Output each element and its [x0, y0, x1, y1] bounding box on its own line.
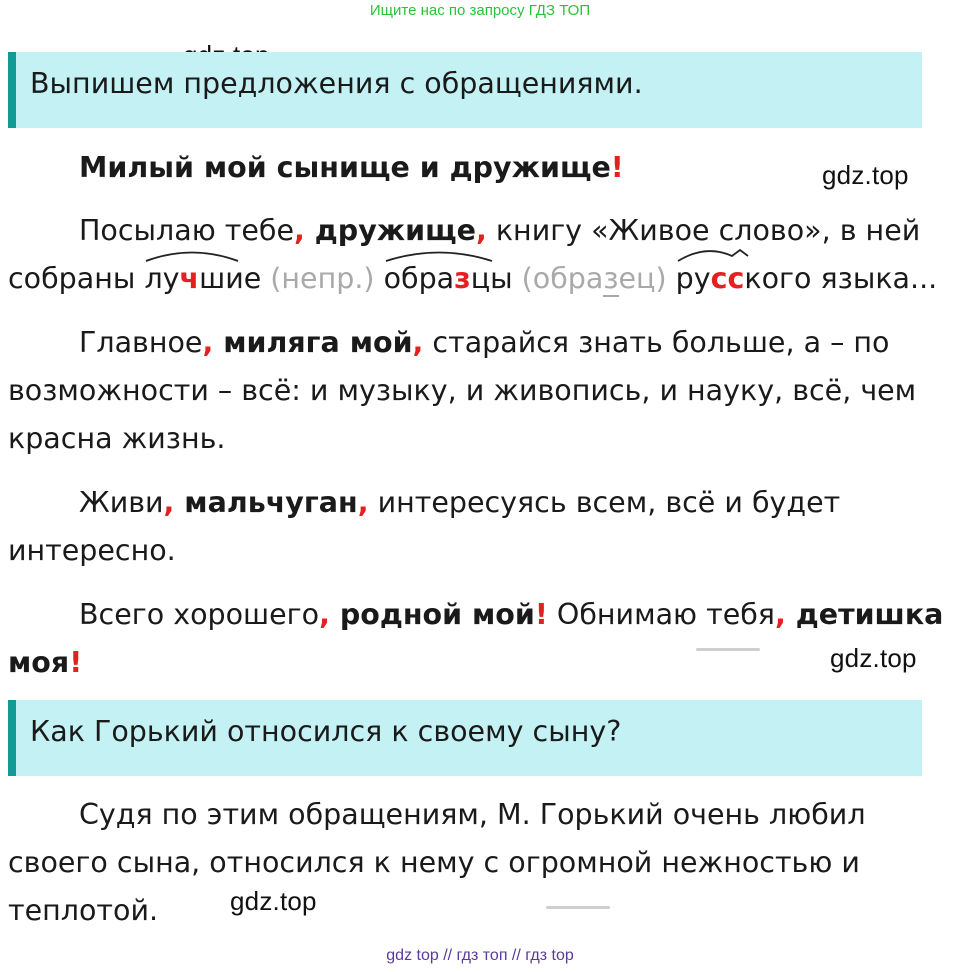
note: (непр.): [261, 262, 384, 295]
watermark: gdz.top: [822, 160, 909, 190]
comma: ,: [475, 214, 487, 247]
text: интересуясь всем, всё и будет: [368, 486, 841, 519]
comma: ,: [412, 326, 424, 359]
paragraph-3-line-3: красна жизнь.: [8, 422, 226, 455]
paragraph-6: Судя по этим обращениям, М. Горький очень любил: [79, 798, 866, 831]
paragraph-5: [8, 591, 943, 639]
paragraph-4-line-2: интересно.: [8, 534, 176, 567]
note-part: (обра: [512, 262, 604, 295]
scan-smudge: [546, 906, 610, 909]
exclamation-mark: !: [610, 151, 624, 184]
text: старайся знать больше, а – по: [423, 326, 890, 359]
word-russkogo: [676, 255, 938, 303]
comma: ,: [163, 486, 175, 519]
address-word: детишка: [785, 598, 944, 631]
highlight-letter: ч: [179, 262, 200, 295]
word-part: шие: [199, 262, 262, 295]
top-banner: Ищите нас по запросу ГДЗ ТОП: [369, 2, 591, 19]
heading-2: Как Горький относился к своему сыну?: [30, 715, 622, 748]
footer-links: gdz top // гдз топ // гдз top: [386, 947, 574, 964]
address-word: дружище: [304, 214, 476, 247]
text: Всего хорошего: [79, 598, 320, 631]
watermark: gdz.top: [230, 886, 317, 916]
word-part: цы: [470, 262, 513, 295]
paragraph-6-line-2: своего сына, относился к нему с огромной нежностью и: [8, 846, 860, 879]
root-arc-icon: [676, 248, 776, 262]
paragraph-greeting: [8, 144, 943, 192]
heading-band-2: [8, 700, 922, 776]
heading-band-1: [8, 52, 922, 128]
address-word: миляга мой: [213, 326, 413, 359]
scan-smudge: [696, 648, 760, 651]
address-word: мальчуган: [174, 486, 358, 519]
exclamation-mark: !: [534, 598, 548, 631]
text: собраны: [8, 262, 145, 295]
greeting-text: Милый мой сынище и дружище: [79, 151, 611, 184]
paragraph-4: [8, 479, 943, 527]
note: [513, 262, 676, 297]
exclamation-mark: !: [69, 646, 83, 679]
text: Живи: [79, 486, 164, 519]
word-part: лу: [144, 262, 180, 295]
address-word: моя: [8, 646, 70, 679]
watermark: gdz.top: [830, 643, 917, 673]
comma: ,: [202, 326, 214, 359]
text: Главное: [79, 326, 203, 359]
highlight-letter: з: [454, 262, 471, 295]
word-part: кого языка...: [744, 262, 938, 295]
paragraph-3-line-2: возможности – всё: и музыку, и живопись, и науку, всё, чем: [8, 374, 917, 407]
heading-accent-bar: [8, 52, 16, 128]
comma: ,: [774, 598, 786, 631]
root-arc-icon: [384, 248, 504, 262]
paragraph-2-line-2: [8, 255, 943, 303]
comma: ,: [294, 214, 305, 247]
text: Посылаю тебе: [79, 214, 295, 247]
root-arc-icon: [144, 248, 244, 262]
text: книгу «Живое слово», в ней: [486, 214, 921, 247]
word-luchshie: [144, 255, 261, 303]
comma: ,: [357, 486, 369, 519]
word-obraztsy: [384, 255, 513, 303]
heading-1: Выпишем предложения с обращениями.: [30, 67, 643, 100]
address-word: родной мой: [329, 598, 535, 631]
note-part: ец): [618, 262, 676, 295]
highlight-letter: сс: [710, 262, 745, 295]
paragraph-3: [8, 319, 943, 367]
word-part: обра: [383, 262, 455, 295]
heading-accent-bar: [8, 700, 16, 776]
paragraph-6-line-3: теплотой.: [8, 894, 159, 927]
underlined-letter: з: [603, 262, 619, 295]
text: Обнимаю тебя: [547, 598, 775, 631]
word-part: ру: [675, 262, 711, 295]
paragraph-5-line-2: [8, 639, 943, 687]
comma: ,: [319, 598, 330, 631]
